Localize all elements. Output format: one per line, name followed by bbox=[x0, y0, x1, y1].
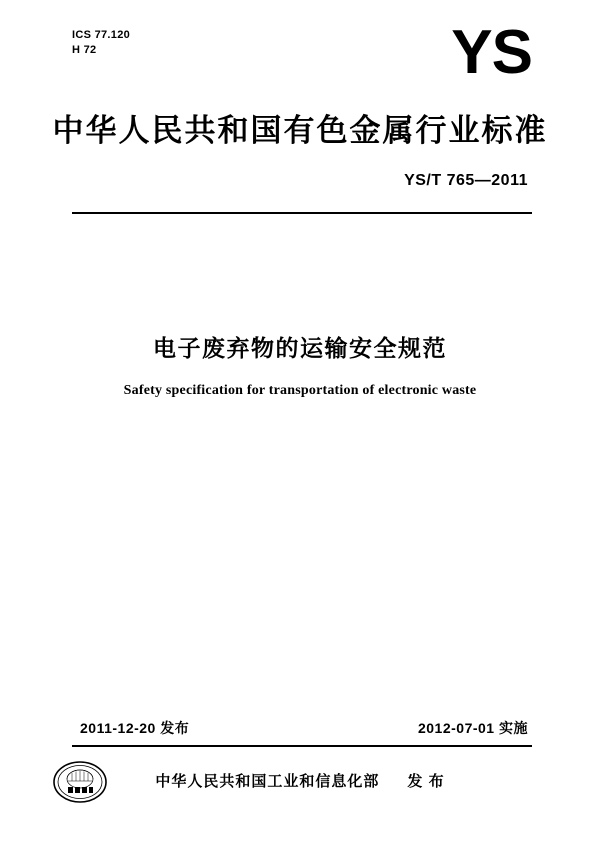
document-title-english: Safety specification for transportation of electronic waste bbox=[123, 383, 477, 398]
classification-code: H 72 bbox=[72, 44, 97, 56]
ys-logo: YS bbox=[451, 18, 532, 87]
standard-number: YS/T 765—2011 bbox=[404, 172, 528, 189]
document-meta bbox=[72, 28, 130, 58]
issue-word: 发 布 bbox=[407, 773, 445, 790]
document-title-chinese: 电子废弃物的运输安全规范 bbox=[153, 335, 447, 361]
footer-divider bbox=[72, 745, 532, 747]
header-divider bbox=[72, 212, 532, 214]
issuer-line bbox=[0, 770, 600, 791]
publish-date: 2011-12-20 发布 bbox=[80, 720, 190, 736]
standard-series-title: 中华人民共和国有色金属行业标准 bbox=[52, 113, 548, 148]
ics-code: ICS 77.120 bbox=[72, 29, 131, 41]
issuer-organization: 中华人民共和国工业和信息化部 bbox=[155, 773, 380, 790]
implementation-date: 2012-07-01 实施 bbox=[417, 720, 528, 736]
